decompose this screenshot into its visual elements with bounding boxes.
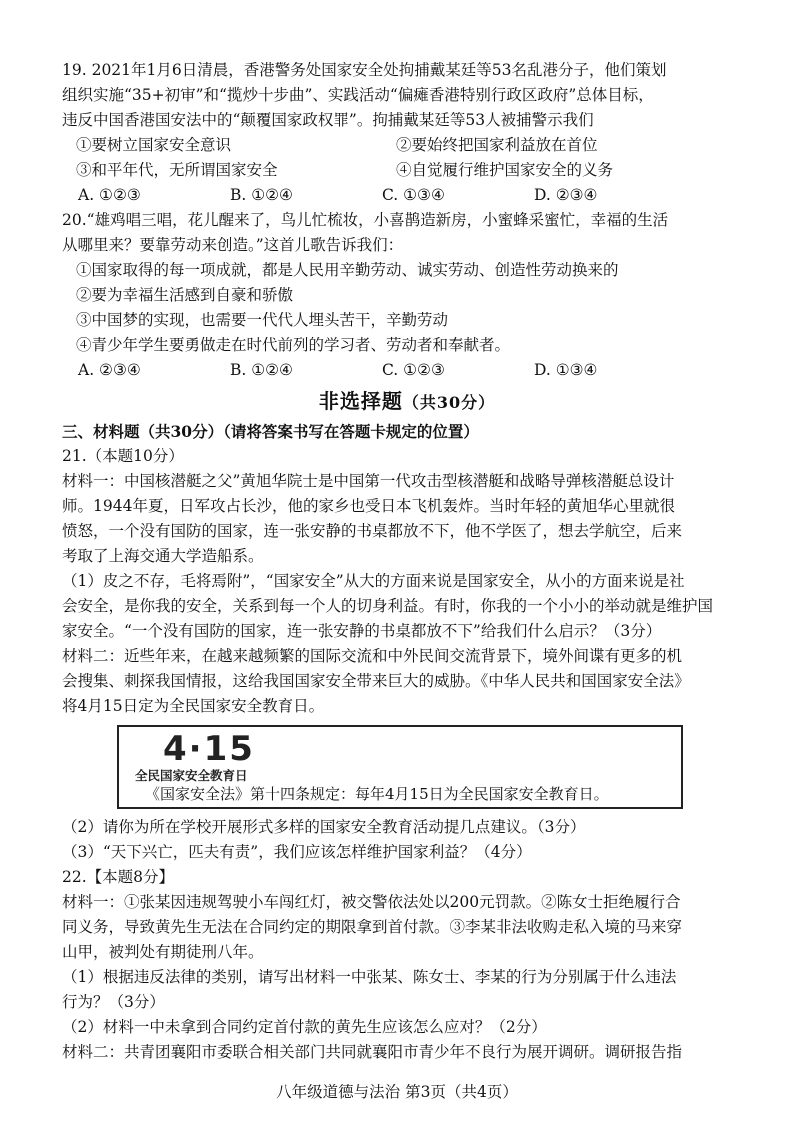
q19-choices (62, 183, 752, 208)
q21-sub-3: （3）“天下兴亡，匹夫有责”，我们应该怎样维护国家利益？（4分） (62, 843, 532, 861)
q22-material-1-line-1: 材料一：①张某因违规驾驶小车闯红灯，被交警依法处以200元罚款。②陈女士拒绝履行合 (62, 893, 681, 911)
q21-material-2-line-2: 会搜集、刺探我国情报，这给我国国家安全带来巨大的威胁。《中华人民共和国国家安全法》 (62, 672, 690, 690)
q20-choices (62, 358, 752, 383)
q21-heading: 21.（本题10分） (62, 447, 184, 465)
q22-sub-1-line-1: （1）根据违反法律的类别，请写出材料一中张某、陈女士、李某的行为分别属于什么违法 (62, 968, 677, 986)
q19-choice-d: D. ②③④ (534, 186, 598, 204)
section-title (62, 385, 752, 419)
q22-material-2-line-1: 材料二：共青团襄阳市委联合相关部门共同就襄阳市青少年不良行为展开调研。调研报告指 (62, 1043, 683, 1061)
q21-sub-1-line-1: （1）皮之不存，毛将焉附”，“国家安全”从大的方面来说是国家安全，从小的方面来说是社 (62, 572, 685, 590)
q22-material-1-line-2: 同义务，导致黄先生无法在合同约定的期限拿到首付款。③李某非法收购走私入境的马来穿 (62, 918, 683, 936)
q21-sub-2: （2）请你为所在学校开展形式多样的国家安全教育活动提几点建议。（3分） (62, 818, 586, 836)
security-day-date: 4·15 (163, 729, 255, 769)
q20-stem-line-1: 20.“雄鸡唱三唱，花儿醒来了，鸟儿忙梳妆，小喜鹊造新房，小蜜蜂采蜜忙，幸福的生活 (62, 211, 669, 229)
exam-page (62, 58, 752, 1065)
question-20 (62, 208, 752, 383)
q22-material-1-line-3: 山甲，被判处有期徒刑八年。 (62, 943, 264, 961)
q19-statement-1: ①要树立国家安全意识 (76, 136, 232, 154)
security-law-rule: 《国家安全法》第十四条规定：每年4月15日为全民国家安全教育日。 (145, 785, 609, 803)
q20-choice-c: C. ①②③ (382, 361, 445, 379)
q22-sub-2: （2）材料一中未拿到合同约定首付款的黄先生应该怎么应对？（2分） (62, 1018, 547, 1036)
part-3-heading: 三、材料题（共30分）（请将答案书写在答题卡规定的位置） (62, 422, 479, 441)
q21-material-2-line-3: 将4月15日定为全民国家安全教育日。 (62, 697, 325, 715)
q20-statement-3: ③中国梦的实现，也需要一代代人埋头苦干，辛勤劳动 (76, 311, 449, 329)
section-title-text: 非选择题 (318, 389, 403, 413)
q20-statement-4: ④青少年学生要勇做走在时代前列的学习者、劳动者和奉献者。 (76, 336, 511, 354)
question-21 (62, 444, 752, 865)
q20-statement-2: ②要为幸福生活感到自豪和骄傲 (76, 286, 294, 304)
q22-sub-1-line-2: 行为？（3分） (62, 993, 165, 1011)
q19-stem-line-2: 组织实施“35+初审”和“揽炒十步曲”、实践活动“偏瘫香港特别行政区政府”总体目标， (62, 86, 654, 104)
q20-stem-line-2: 从哪里来？要靠劳动来创造。”这首儿歌告诉我们： (62, 236, 404, 254)
q19-statement-3: ③和平年代，无所谓国家安全 (76, 161, 278, 179)
q21-sub-1-line-3: 家安全。“一个没有国防的国家，连一张安静的书桌都放不下”给我们什么启示？（3分） (62, 622, 662, 640)
q20-choice-d: D. ①③④ (534, 361, 598, 379)
q21-material-2-line-1: 材料二：近些年来，在越来越频繁的国际交流和中外民间交流背景下，境外间谍有更多的机 (62, 647, 683, 665)
question-19 (62, 58, 752, 208)
security-day-image-box (117, 725, 683, 809)
page-footer: 八年级道德与法治 第3页（共4页） (276, 1083, 518, 1101)
q19-choice-c: C. ①③④ (382, 186, 445, 204)
section-title-points: （共30分） (402, 393, 496, 412)
security-day-label: 全民国家安全教育日 (135, 768, 248, 783)
q19-stem-line-3: 违反中国香港国安法中的“颠覆国家政权罪”。拘捕戴某廷等53人被捕警示我们 (62, 111, 594, 129)
q20-choice-b: B. ①②④ (230, 361, 293, 379)
q19-choice-a: A. ①②③ (78, 186, 141, 204)
q22-heading: 22.【本题8分】 (62, 868, 175, 886)
q21-material-1-line-3: 愤怒，一个没有国防的国家，连一张安静的书桌都放不下，他不学医了，想去学航空，后来 (62, 522, 683, 540)
q21-sub-1-line-2: 会安全，是你我的安全，关系到每一个人的切身利益。有时，你我的一个小小的举动就是维护国 (62, 597, 714, 615)
q21-material-1-line-2: 师。1944年夏，日军攻占长沙，他的家乡也受日本飞机轰炸。当时年轻的黄旭华心里就很 (62, 497, 675, 515)
question-22 (62, 865, 752, 1065)
q19-statements-row-1 (62, 133, 752, 158)
q19-choice-b: B. ①②④ (230, 186, 293, 204)
q20-statement-1: ①国家取得的每一项成就，都是人民用辛勤劳动、诚实劳动、创造性劳动换来的 (76, 261, 619, 279)
q19-statement-2: ②要始终把国家利益放在首位 (396, 136, 598, 154)
q21-material-1-line-1: 材料一：中国核潜艇之父”黄旭华院士是中国第一代攻击型核潜艇和战略导弹核潜艇总设计 (62, 472, 675, 490)
q19-statements-row-2 (62, 158, 752, 183)
q21-material-1-line-4: 考取了上海交通大学造船系。 (62, 547, 264, 565)
q19-statement-4: ④自觉履行维护国家安全的义务 (396, 161, 614, 179)
q20-choice-a: A. ②③④ (78, 361, 141, 379)
q19-stem-line-1: 19. 2021年1月6日清晨，香港警务处国家安全处拘捕戴某廷等53名乱港分子，他们策划 (62, 61, 667, 79)
